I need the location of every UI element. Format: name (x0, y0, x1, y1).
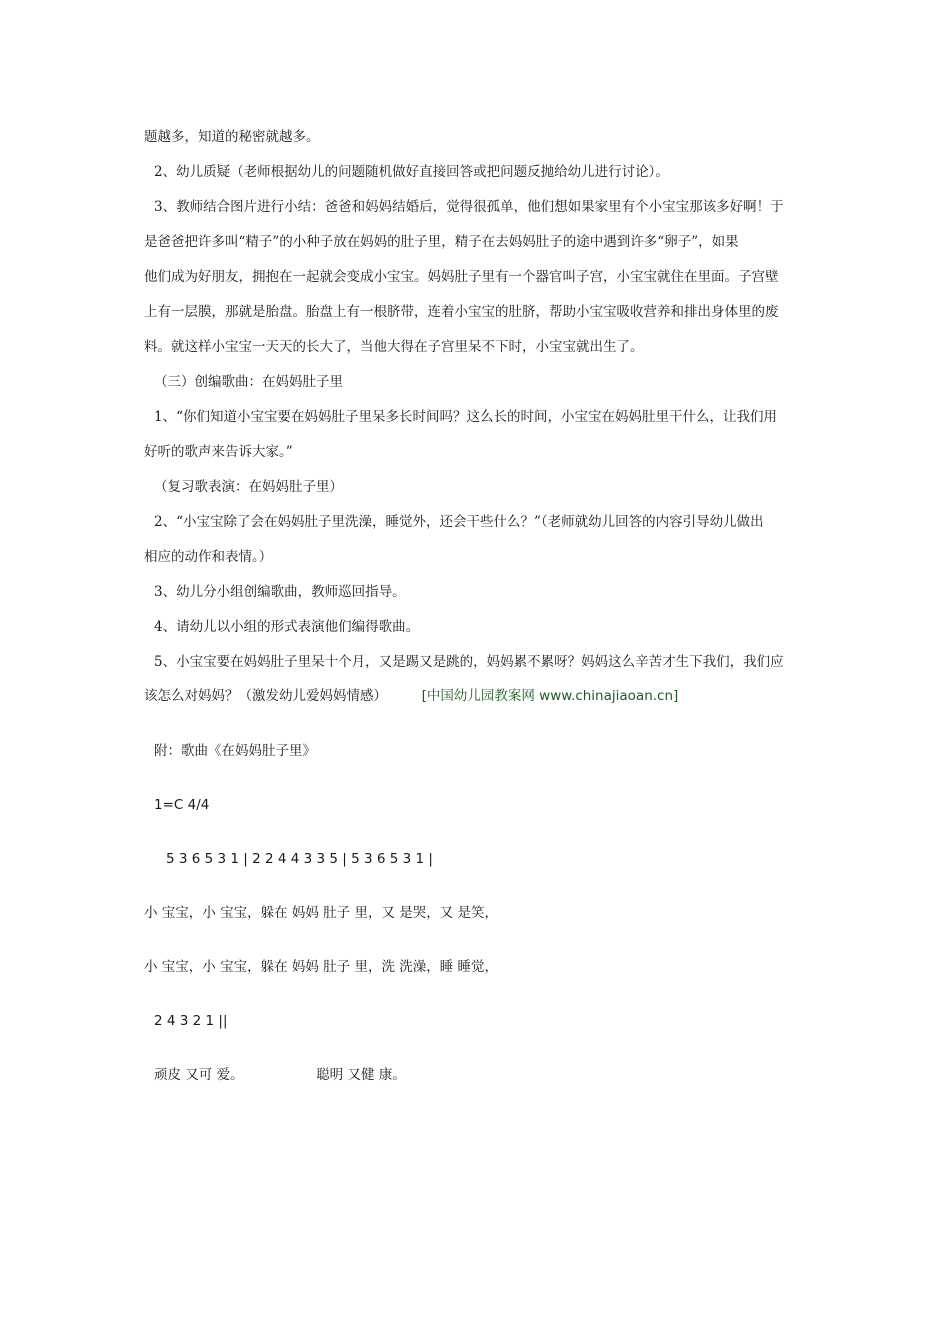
text-line: （复习歌表演：在妈妈肚子里） (154, 479, 343, 495)
text-line: 相应的动作和表情。） (144, 549, 273, 565)
appendix-title: 附：歌曲《在妈妈肚子里》 (154, 743, 316, 759)
text-line: 是爸爸把许多叫“精子”的小种子放在妈妈的肚子里，精子在去妈妈肚子的途中遇到许多“卵子”，如果 (144, 234, 739, 250)
text-line (144, 686, 814, 706)
text-line: 5、小宝宝要在妈妈肚子里呆十个月，又是踢又是跳的，妈妈累不累呀？妈妈这么辛苦才生下我们，我们应 (154, 654, 784, 670)
song-lyric-line-1: 小 宝宝，小 宝宝，躲在 妈妈 肚子 里，又 是哭，又 是笑， (144, 905, 499, 921)
song-notes-line-2: 2 4 3 2 1 || (154, 1013, 228, 1029)
text-line: 2、幼儿质疑（老师根据幼儿的问题随机做好直接回答或把问题反抛给幼儿进行讨论）。 (154, 164, 669, 180)
text-line: 他们成为好朋友，拥抱在一起就会变成小宝宝。妈妈肚子里有一个器官叫子宫，小宝宝就住在里面。子宫壁 (144, 269, 779, 285)
text-line: 2、“小宝宝除了会在妈妈肚子里洗澡，睡觉外，还会干些什么？”（老师就幼儿回答的内容引导幼儿做出 (154, 514, 764, 530)
source-link[interactable]: [中国幼儿园教案网 www.chinajiaoan.cn] (421, 688, 679, 704)
song-ending-2: 聪明 又健 康。 (316, 1067, 406, 1083)
section-heading: （三）创编歌曲：在妈妈肚子里 (154, 374, 343, 390)
text-line-content: 该怎么对妈妈？（激发幼儿爱妈妈情感） (144, 688, 387, 704)
text-line: 3、幼儿分小组创编歌曲，教师巡回指导。 (154, 584, 406, 600)
text-line: 1、“你们知道小宝宝要在妈妈肚子里呆多长时间吗？这么长的时间，小宝宝在妈妈肚里干什么，让我们用 (154, 409, 777, 425)
text-line: 上有一层膜，那就是胎盘。胎盘上有一根脐带，连着小宝宝的肚脐，帮助小宝宝吸收营养和排出身体里的废 (144, 304, 779, 320)
text-line: 题越多，知道的秘密就越多。 (144, 129, 320, 145)
text-line: 料。就这样小宝宝一天天的长大了，当他大得在子宫里呆不下时，小宝宝就出生了。 (144, 339, 644, 355)
song-notes-line-1: 5 3 6 5 3 1 | 2 2 4 4 3 3 5 | 5 3 6 5 3 1 | (166, 851, 433, 867)
song-ending-line (154, 1065, 824, 1085)
text-line: 4、请幼儿以小组的形式表演他们编得歌曲。 (154, 619, 420, 635)
song-lyric-line-2: 小 宝宝，小 宝宝，躲在 妈妈 肚子 里，洗 洗澡，睡 睡觉， (144, 959, 499, 975)
text-line: 3、教师结合图片进行小结：爸爸和妈妈结婚后，觉得很孤单，他们想如果家里有个小宝宝那该多好啊！于 (154, 199, 784, 215)
song-key: 1=C 4/4 (154, 797, 210, 813)
song-ending-1: 顽皮 又可 爱。 (154, 1067, 244, 1083)
text-line: 好听的歌声来告诉大家。” (144, 444, 293, 460)
